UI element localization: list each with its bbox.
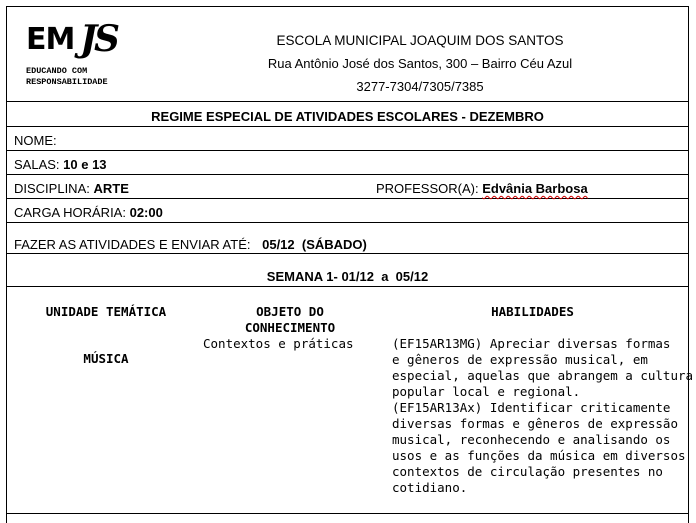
cell-objeto-contextos: Contextos e práticas — [203, 336, 354, 351]
habilidades-line: (EF15AR13MG) Apreciar diversas formas — [392, 336, 671, 351]
habilidades-text — [392, 336, 694, 496]
habilidades-line: contextos de circulação presentes no — [392, 464, 663, 479]
salas-field — [14, 157, 107, 172]
habilidades-line: popular local e regional. — [392, 384, 581, 399]
week-label: SEMANA 1 — [266, 269, 334, 284]
professor-field — [376, 181, 588, 196]
prazo-label: FAZER AS ATIVIDADES E ENVIAR ATÉ: — [14, 237, 251, 252]
disciplina-label: DISCIPLINA: — [14, 181, 90, 196]
habilidades-line: musical, reconhecendo e analisando os — [392, 432, 671, 447]
divider — [6, 198, 689, 199]
divider — [6, 513, 689, 514]
habilidades-line: (EF15AR13Ax) Identificar criticamente — [392, 400, 671, 415]
habilidades-line: diversas formas e gêneros de expressão — [392, 416, 678, 431]
logo-brand-js: JS — [80, 18, 118, 60]
document-title: REGIME ESPECIAL DE ATIVIDADES ESCOLARES - DEZEMBRO — [151, 109, 544, 124]
disciplina-value: ARTE — [93, 181, 129, 196]
school-logo — [26, 18, 146, 92]
disciplina-field — [14, 181, 129, 196]
logo-brand: EM — [26, 22, 75, 57]
header-objeto-line-2: CONHECIMENTO — [244, 320, 336, 335]
header-objeto-do-conhecimento — [205, 304, 375, 336]
professor-value: Edvânia Barbosa — [482, 181, 588, 196]
divider — [6, 253, 689, 254]
habilidades-line: cotidiano. — [392, 480, 468, 495]
carga-field — [14, 205, 163, 220]
cell-habilidades — [392, 336, 694, 496]
nome-field — [14, 133, 57, 148]
prazo-field — [14, 237, 367, 252]
carga-label: CARGA HORÁRIA: — [14, 205, 126, 220]
header-habilidades: HABILIDADES — [491, 304, 574, 319]
habilidades-line: especial, aquelas que abrangem a cultura — [392, 368, 694, 383]
salas-value: 10 e 13 — [63, 157, 107, 172]
divider — [6, 286, 689, 287]
salas-label: SALAS: — [14, 157, 60, 172]
logo-tagline-line-1: EDUCANDO COM — [26, 66, 88, 76]
school-phone: 3277-7304/7305/7385 — [356, 79, 484, 94]
carga-value: 02:00 — [129, 205, 163, 220]
week-heading — [6, 269, 689, 284]
divider — [6, 126, 689, 127]
professor-label: PROFESSOR(A): — [376, 181, 479, 196]
divider — [6, 101, 689, 102]
nome-label: NOME: — [14, 133, 57, 148]
header-unidade-tematica: UNIDADE TEMÁTICA — [45, 304, 167, 319]
logo-tagline — [26, 66, 108, 88]
habilidades-line: e gêneros de expressão musical, em — [392, 352, 648, 367]
cell-unidade-musica: MÚSICA — [83, 351, 129, 366]
school-address: Rua Antônio José dos Santos, 300 – Bairro Céu Azul — [267, 56, 573, 71]
week-range: - 01/12 a 05/12 — [333, 269, 429, 284]
divider — [6, 174, 689, 175]
header-objeto-line-1: OBJETO DO — [256, 304, 324, 319]
divider — [6, 150, 689, 151]
logo-tagline-line-2: RESPONSABILIDADE — [26, 77, 108, 87]
divider — [6, 222, 689, 223]
habilidades-line: usos e as funções da música em diversos — [392, 448, 686, 463]
prazo-value: 05/12 (SÁBADO) — [262, 237, 367, 252]
school-name: ESCOLA MUNICIPAL JOAQUIM DOS SANTOS — [276, 33, 564, 48]
